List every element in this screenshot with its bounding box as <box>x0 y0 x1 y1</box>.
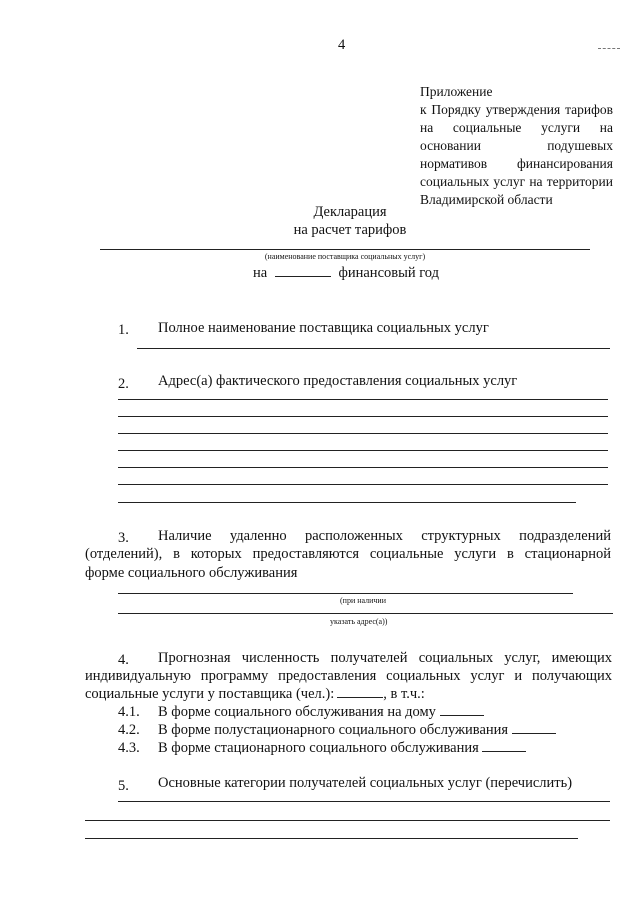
appendix-line: к Порядку утверждения тарифов <box>420 102 613 117</box>
item-4-1-text: В форме социального обслуживания на дому <box>158 704 436 720</box>
fill-line <box>118 450 608 451</box>
item-4-1 <box>158 703 484 722</box>
financial-year-line <box>253 264 439 283</box>
fill-line <box>118 467 608 468</box>
item-4-2-text: В форме полустационарного социального обслуживания <box>158 722 509 738</box>
item-2-number: 2. <box>118 376 129 392</box>
provider-caption: (наименование поставщика социальных услуг) <box>264 252 426 261</box>
year-prefix: на <box>253 265 268 281</box>
item-4-number: 4. <box>118 652 129 668</box>
appendix-block <box>420 83 613 209</box>
year-suffix: финансовый год <box>338 265 440 281</box>
count-blank <box>440 703 484 716</box>
item-2-text: Адрес(а) фактического предоставления социальных услуг <box>158 373 518 389</box>
appendix-line: на социальные услуги на <box>420 120 613 135</box>
year-blank <box>275 264 331 277</box>
item-3-caption1: (при наличии <box>340 596 386 605</box>
item-3-number: 3. <box>118 530 129 546</box>
provider-name-line <box>100 249 590 250</box>
item-3-caption2: указать адрес(а)) <box>330 617 388 626</box>
item-4-line1: Прогнозная численность получателей социальных услуг, имеющих <box>158 650 612 666</box>
item-3-line2: (отделений), в которых предоставляются социальные услуги в стационарной <box>85 546 611 562</box>
count-blank <box>337 685 383 698</box>
fill-line <box>118 484 608 485</box>
item-4-line3 <box>85 685 425 704</box>
fill-line <box>118 801 610 802</box>
item-1-text: Полное наименование поставщика социальных услуг <box>158 320 489 336</box>
fill-line <box>137 348 610 349</box>
declaration-title: Декларация <box>313 204 387 220</box>
fill-line <box>118 502 576 503</box>
fill-line <box>85 838 578 839</box>
item-1-number: 1. <box>118 322 129 338</box>
appendix-title: Приложение <box>420 84 493 99</box>
count-blank <box>512 721 556 734</box>
scan-artifact <box>598 48 620 49</box>
item-3-line3: форме социального обслуживания <box>85 565 298 581</box>
item-4-3-number: 4.3. <box>118 740 140 756</box>
item-4-3 <box>158 739 526 758</box>
item-4-2-number: 4.2. <box>118 722 140 738</box>
fill-line <box>85 820 610 821</box>
item-4-3-text: В форме стационарного социального обслуживания <box>158 740 479 756</box>
count-blank <box>482 739 526 752</box>
appendix-line: нормативов финансирования <box>420 156 613 171</box>
fill-line <box>118 593 573 594</box>
fill-line <box>118 399 608 400</box>
item-4-2 <box>158 721 556 740</box>
fill-line <box>118 613 613 614</box>
fill-line <box>118 433 608 434</box>
item-3-line1: Наличие удаленно расположенных структурных подразделений <box>158 528 611 544</box>
appendix-line: социальных услуг на территории <box>420 174 613 189</box>
item-4-1-number: 4.1. <box>118 704 140 720</box>
item-4-line3-start: социальные услуги у поставщика (чел.): <box>85 686 335 702</box>
declaration-subtitle: на расчет тарифов <box>293 222 407 238</box>
appendix-line: основании подушевых <box>420 138 613 153</box>
fill-line <box>118 416 608 417</box>
appendix-line: Владимирской области <box>420 192 553 207</box>
item-4-line2: индивидуальную программу предоставления социальных услуг и получающих <box>85 668 612 684</box>
item-4-line3-end: , в т.ч.: <box>383 686 425 702</box>
item-5-number: 5. <box>118 778 129 794</box>
item-5-text: Основные категории получателей социальных услуг (перечислить) <box>158 775 573 791</box>
page-number: 4 <box>338 37 346 53</box>
